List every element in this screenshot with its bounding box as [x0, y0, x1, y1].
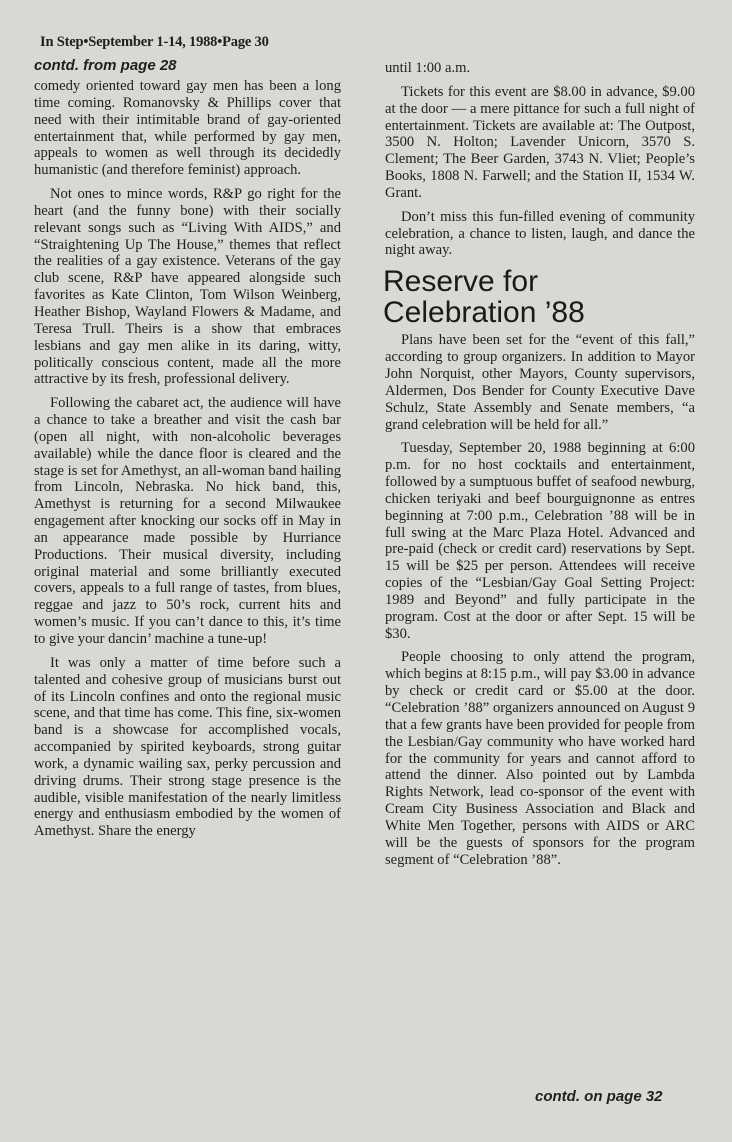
- article-paragraph: Tickets for this event are $8.00 in advance, $9.00 at the door — a mere pittance for such a full night of entertainment. Tickets are available at: The Outpost, 3500 N. Holton; Lavender Unicorn, 3570 S. Clement; The Beer Garden, 3743 N. Vliet; People’s Books, 1808 N. Farwell; and the Station II, 1534 W. Grant.: [385, 83, 695, 201]
- continued-from-label: contd. from page 28: [34, 57, 177, 74]
- running-head: In Step•September 1-14, 1988•Page 30: [40, 34, 269, 50]
- article-paragraph: Don’t miss this fun-filled evening of community celebration, a chance to listen, laugh, and dance the night away.: [385, 208, 695, 259]
- article-paragraph: until 1:00 a.m.: [385, 60, 471, 76]
- article-paragraph: Plans have been set for the “event of this fall,” according to group organizers. In addition to Mayor John Norquist, other Mayors, County supervisors, Aldermen, Dos Bender for County Executive Dave Schulz, State Assembly and Senate members, “a grand celebration will be held for all.”: [385, 332, 695, 433]
- article-paragraph: comedy oriented toward gay men has been a long time coming. Romanovsky & Phillips cover that need with their intimitable brand of gay-oriented entertainment that, while performed by gay men, appeals to women as well through its decidedly humanistic (and therefore feminist) approach.: [34, 78, 341, 179]
- article-headline: Reserve for Celebration ’88: [383, 265, 585, 330]
- article-paragraph: Tuesday, September 20, 1988 beginning at 6:00 p.m. for no host cocktails and entertainment, followed by a sumptuous buffet of seafood newburg, chicken teriyaki and beef bourguignonne as entres beginning at 7:00 p.m., Celebration ’88 will be in full swing at the Marc Plaza Hotel. Advanced and pre-paid (check or credit card) reservations by Sept. 15 will be $25 per person. Attendees will receive copies of the “Lesbian/Gay Goal Setting Project: 1989 and Beyond” and fully participate in the program. Cost at the door or after Sept. 15 will be $30.: [385, 440, 695, 642]
- continued-on-label: contd. on page 32: [535, 1088, 663, 1105]
- article-paragraph: Following the cabaret act, the audience will have a chance to take a breather and visit the cash bar (open all night, with non-alcoholic beverages available) while the dance floor is cleared and the stage is set for Amethyst, an all-woman band hailing from Lincoln, Nebraska. No hick band, this, Amethyst is returning for a second Milwaukee engagement after knocking our socks off in May in an appearance made possible by Hurriance Productions. Their musical diversity, including original material and some brilliantly executed covers, appeals to a full range of tastes, from blues, reggae and jazz to 50’s rock, current hits and women’s music. If you can’t dance to this, it’s time to give your dancin’ machine a tune-up!: [34, 395, 341, 647]
- article-paragraph: Not ones to mince words, R&P go right for the heart (and the funny bone) with their socially relevant songs such as “Living With AIDS,” and “Straightening Up The House,” themes that reflect the realities of a gay existence. Veterans of the gay club scene, R&P have appeared alongside such favorites as Kate Clinton, Tom Wilson Weinberg, Heather Bishop, Wayland Flowers & Madame, and Teresa Trull. Theirs is a show that embraces lesbians and gay men alike in its daring, witty, politically conscious content, made all the more attractive by its fresh, professional delivery.: [34, 186, 341, 388]
- right-column: [385, 60, 695, 875]
- left-column: [34, 78, 341, 847]
- article-paragraph: People choosing to only attend the program, which begins at 8:15 p.m., will pay $3.00 in advance by check or credit card or $5.00 at the door. “Celebration ’88” organizers announced on August 9 that a few grants have been provided for people from the Lesbian/Gay community who have worked hard for the community for years and cannot afford to attend the dinner. Also pointed out by Lambda Rights Network, lead co-sponsor of the event with Cream City Business Association and Black and White Men Together, persons with AIDS or ARC will be the guests of sponsors for the program segment of “Celebration ’88”.: [385, 649, 695, 868]
- article-paragraph: It was only a matter of time before such a talented and cohesive group of musicians burst out of its Lincoln confines and onto the regional music scene, and that time has come. This fine, six-women band is a showcase for accomplished vocals, accompanied by spirited keyboards, strong guitar work, a dynamic wailing sax, perky percussion and driving drums. Their strong stage presence is the audible, visible manifestation of the nearly limitless energy and enthusiasm embodied by the women of Amethyst. Share the energy: [34, 654, 341, 840]
